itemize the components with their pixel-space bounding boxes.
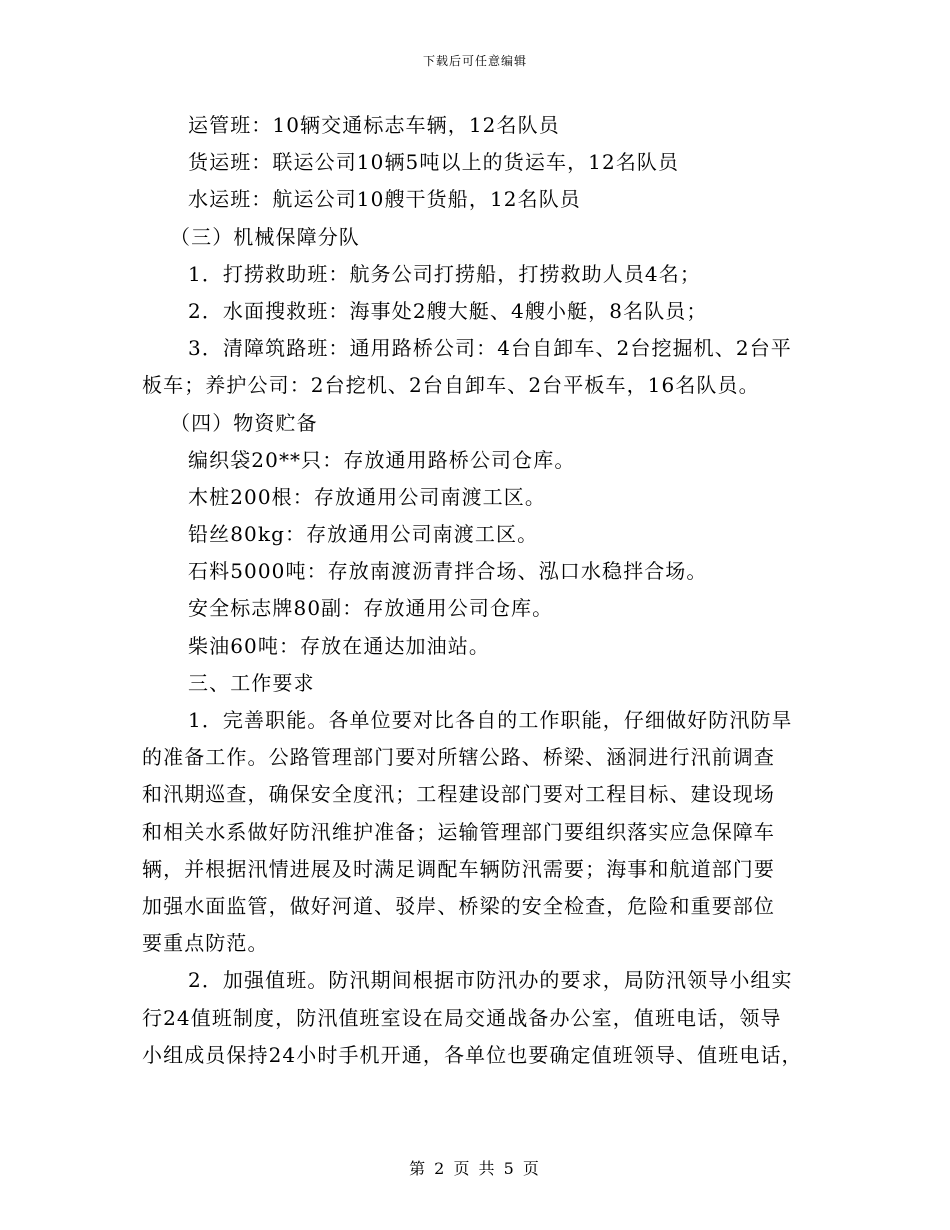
text-line: 小组成员保持24小时手机开通，各单位也要确定值班领导、值班电话， xyxy=(142,1042,803,1067)
text-line: 货运班：联运公司10辆5吨以上的货运车，12名队员 xyxy=(188,150,680,175)
text-line: 3．清障筑路班：通用路桥公司：4台自卸车、2台挖掘机、2台平 xyxy=(188,336,792,361)
page-footer: 第 2 页 共 5 页 xyxy=(409,1159,541,1178)
text-line: 2．水面搜救班：海事处2艘大艇、4艘小艇，8名队员； xyxy=(188,298,708,323)
text-line: 加强水面监管，做好河道、驳岸、桥梁的安全检查，危险和重要部位 xyxy=(142,893,775,918)
text-line: 板车；养护公司：2台挖机、2台自卸车、2台平板车，16名队员。 xyxy=(142,373,760,398)
section-heading: （四）物资贮备 xyxy=(170,410,318,435)
text-line: 1．打捞救助班：航务公司打捞船，打捞救助人员4名； xyxy=(188,261,701,286)
text-line: 木桩200根：存放通用公司南渡工区。 xyxy=(188,484,546,509)
text-line: 运管班：10辆交通标志车辆，12名队员 xyxy=(188,113,560,137)
text-line: 和汛期巡查，确保安全度汛；工程建设部门要对工程目标、建设现场 xyxy=(142,782,775,807)
text-line: 水运班：航运公司10艘干货船，12名队员 xyxy=(188,187,581,212)
text-line: 的准备工作。公路管理部门要对所辖公路、桥梁、涵洞进行汛前调查 xyxy=(142,745,775,770)
text-line: 编织袋20**只：存放通用路桥公司仓库。 xyxy=(188,447,576,472)
text-line: 石料5000吨：存放南渡沥青拌合场、泓口水稳拌合场。 xyxy=(188,559,708,584)
document-body xyxy=(142,107,814,1074)
section-heading: 三、工作要求 xyxy=(188,670,315,695)
text-line: 辆，并根据汛情进展及时满足调配车辆防汛需要；海事和航道部门要 xyxy=(142,856,775,881)
text-line: 和相关水系做好防汛维护准备；运输管理部门要组织落实应急保障车 xyxy=(142,819,775,844)
text-line: 柴油60吨：存放在通达加油站。 xyxy=(188,633,490,658)
text-line: 行24值班制度，防汛值班室设在局交通战备办公室，值班电话，领导 xyxy=(142,1005,782,1030)
text-line: 2．加强值班。防汛期间根据市防汛办的要求，局防汛领导小组实 xyxy=(188,968,793,993)
section-heading: （三）机械保障分队 xyxy=(170,224,360,249)
text-line: 安全标志牌80副：存放通用公司仓库。 xyxy=(188,596,554,621)
page-header: 下载后可任意编辑 xyxy=(422,54,527,68)
text-line: 要重点防范。 xyxy=(142,931,269,956)
text-line: 1．完善职能。各单位要对比各自的工作职能，仔细做好防汛防旱 xyxy=(188,708,793,732)
text-line: 铅丝80kg：存放通用公司南渡工区。 xyxy=(188,522,539,547)
